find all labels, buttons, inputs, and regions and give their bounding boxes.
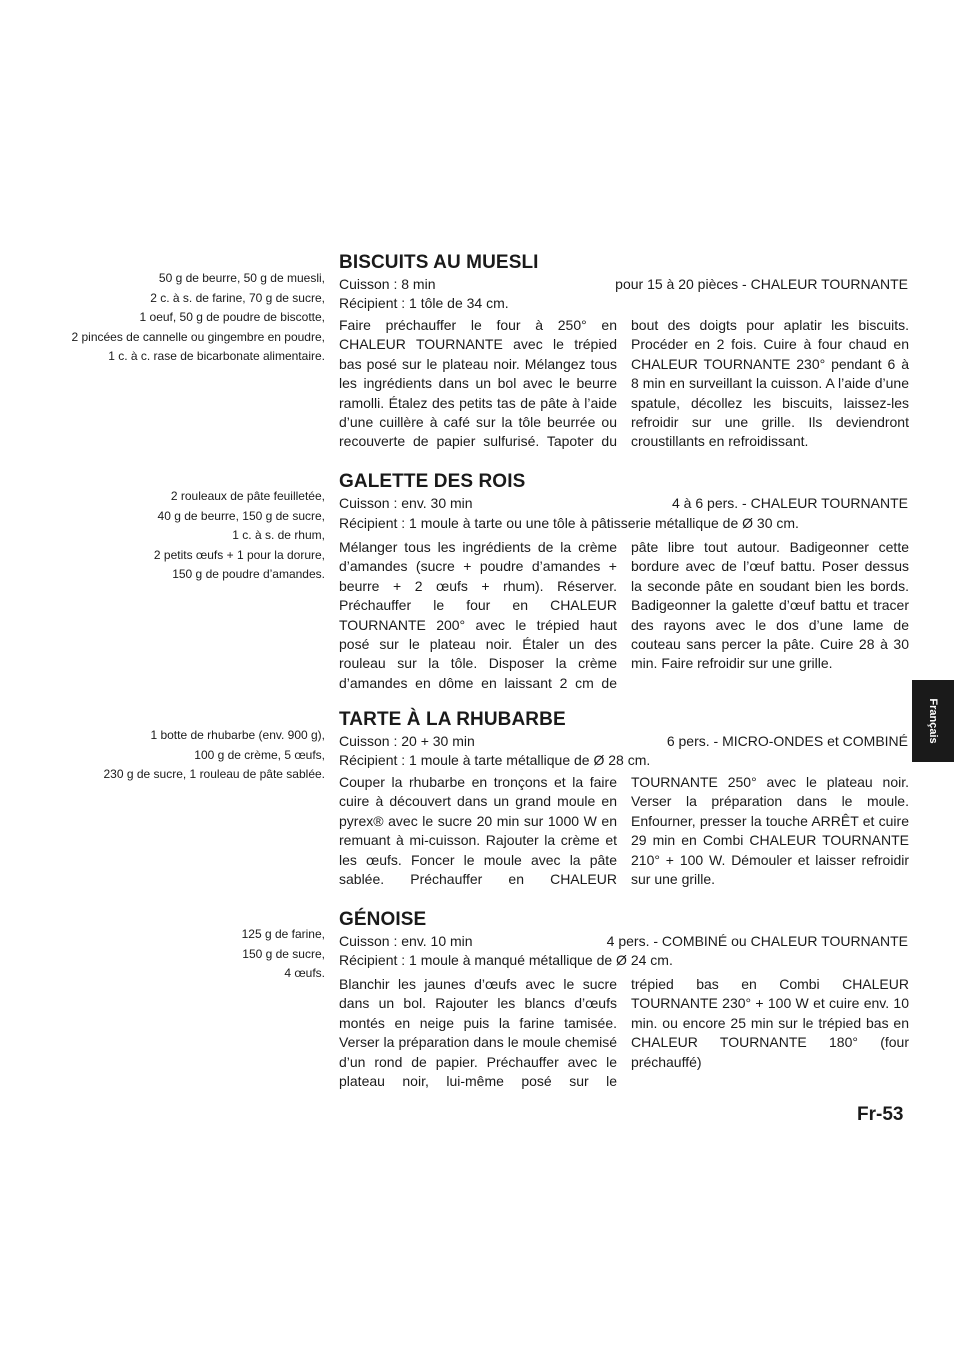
ingredients-list (20, 269, 325, 367)
ingredient-line: 125 g de farine, (241, 927, 325, 941)
recipe-title: BISCUITS AU MUESLI (339, 252, 539, 273)
ingredient-line: 2 c. à s. de farine, 70 g de sucre, (150, 290, 325, 305)
cooking-line (339, 732, 908, 750)
ingredient-line: 230 g de sucre, 1 rouleau de pâte sablée. (103, 767, 325, 781)
servings-mode: 6 pers. - MICRO-ONDES et COMBINÉ (666, 733, 908, 749)
container-line: Récipient : 1 moule à manqué métallique de Ø 24 cm. (339, 952, 673, 968)
recipe-title: TARTE À LA RHUBARBE (339, 709, 566, 730)
cooking-time: Cuisson : 20 + 30 min (339, 733, 475, 749)
recipe-text-left: Blanchir les jaunes d’œufs avec le sucre dans un bol. Rajouter les blancs d’œufs montés en neige puis la farine tamisée. Verser la préparation dans le moule chemisé d’un rond de papier. Préchauffer avec le plateau noir, lui-même posé sur le (339, 976, 617, 1090)
recipe-text-right: bout des doigts pour aplatir les biscuits. Procéder en 2 fois. Cuire à four chaud en CHALEUR TOURNANTE 230° pendant 6 à 8 min en surveillant la cuisson. A l’aide d’une spatule, décollez les biscuits, laissez-les refroidir sur une grille. Ils deviendront croustillants en refroidissant. (631, 317, 909, 450)
servings-mode: pour 15 à 20 pièces - CHALEUR TOURNANTE (615, 276, 908, 292)
servings-mode: 4 pers. - COMBINÉ ou CHALEUR TOURNANTE (606, 933, 908, 949)
recipe-text-left: Faire préchauffer le four à 250° en CHALEUR TOURNANTE avec le trépied bas posé sur le plateau noir. Mélangez tous les ingrédients dans un bol avec le beurre ramolli. Étalez des petits tas de pâte à l’aide d’une cuillère à café sur la tôle beurrée ou recouverte de papier sulfurisé. Tapoter du (339, 317, 617, 450)
ingredient-line: 2 rouleaux de pâte feuilletée, (170, 489, 325, 503)
ingredient-line: 1 oeuf, 50 g de poudre de biscotte, (139, 310, 325, 324)
language-tab-label: Français (927, 698, 939, 744)
ingredient-line: 100 g de crème, 5 œufs, (194, 747, 325, 762)
ingredients-list (20, 726, 325, 785)
cooking-time: Cuisson : 8 min (339, 276, 436, 292)
container-line: Récipient : 1 tôle de 34 cm. (339, 295, 509, 311)
ingredient-line: 1 c. à s. de rhum, (232, 528, 325, 542)
recipe-title: GÉNOISE (339, 909, 427, 930)
cooking-line (339, 275, 908, 293)
ingredient-line: 150 g de poudre d’amandes. (172, 567, 325, 581)
recipe-text-right: TOURNANTE 250° avec le plateau noir. Verser la préparation dans le moule. Enfourner, presser la touche ARRÊT et cuire 29 min en Combi CHALEUR TOURNANTE 210° + 100 W. Démouler et laisser refroidir sur une grille. (631, 774, 909, 888)
ingredients-list (20, 487, 325, 585)
language-side-tab (912, 680, 954, 762)
cooking-line (339, 494, 908, 512)
ingredient-line: 2 petits œufs + 1 pour la dorure, (153, 547, 325, 562)
ingredient-line: 40 g de beurre, 150 g de sucre, (157, 508, 325, 523)
ingredient-line: 2 pincées de cannelle ou gingembre en poudre, (71, 329, 325, 344)
cooking-line (339, 932, 908, 950)
ingredients-list (20, 925, 325, 984)
ingredient-line: 50 g de beurre, 50 g de muesli, (158, 271, 325, 285)
container-line: Récipient : 1 moule à tarte métallique de Ø 28 cm. (339, 752, 651, 768)
ingredient-line: 1 c. à c. rase de bicarbonate alimentaire. (108, 349, 325, 363)
ingredient-line: 150 g de sucre, (242, 946, 325, 961)
recipe-text-left: Couper la rhubarbe en tronçons et la faire cuire à découvert dans un grand moule en pyrex® avec le sucre 20 min sur 1000 W en remuant à mi-cuisson. Rajouter la crème et les œufs. Foncer le moule avec la pâte sablée. Préchauffer en CHALEUR (339, 774, 617, 888)
recipe-text-right: pâte libre tout autour. Badigeonner cette bordure avec de l’œuf battu. Poser dessus la seconde pâte en soudant bien les bords. Badigeonner la galette d’œuf battu et tracer des rayons avec le dos d’une lame de couteau sans percer la pâte. Cuire 28 à 30 min. Faire refroidir sur une grille. (631, 539, 909, 672)
recipe-text-left: Mélanger tous les ingrédients de la crème d’amandes (sucre + poudre d’amandes + beurre + 2 œufs + rhum). Réserver. Préchauffer le four en CHALEUR TOURNANTE 200° avec le trépied haut posé sur le plateau noir. Étaler un des rouleau sur la tôle. Disposer la crème d’amandes en dôme en laissant 2 cm de (339, 539, 617, 691)
recipe-text-right: trépied bas en Combi CHALEUR TOURNANTE 230° + 100 W et cuire env. 10 min. ou encore 25 min sur le trépied bas en CHALEUR TOURNANTE 180° (four préchauffé) (631, 976, 909, 1070)
ingredient-line: 1 botte de rhubarbe (env. 900 g), (150, 728, 325, 742)
servings-mode: 4 à 6 pers. - CHALEUR TOURNANTE (672, 495, 908, 511)
page-number: Fr-53 (857, 1104, 904, 1125)
container-line: Récipient : 1 moule à tarte ou une tôle à pâtisserie métallique de Ø 30 cm. (339, 515, 799, 531)
cooking-time: Cuisson : env. 10 min (339, 933, 473, 949)
cooking-time: Cuisson : env. 30 min (339, 495, 473, 511)
ingredient-line: 4 œufs. (284, 966, 325, 980)
recipe-title: GALETTE DES ROIS (339, 471, 526, 492)
